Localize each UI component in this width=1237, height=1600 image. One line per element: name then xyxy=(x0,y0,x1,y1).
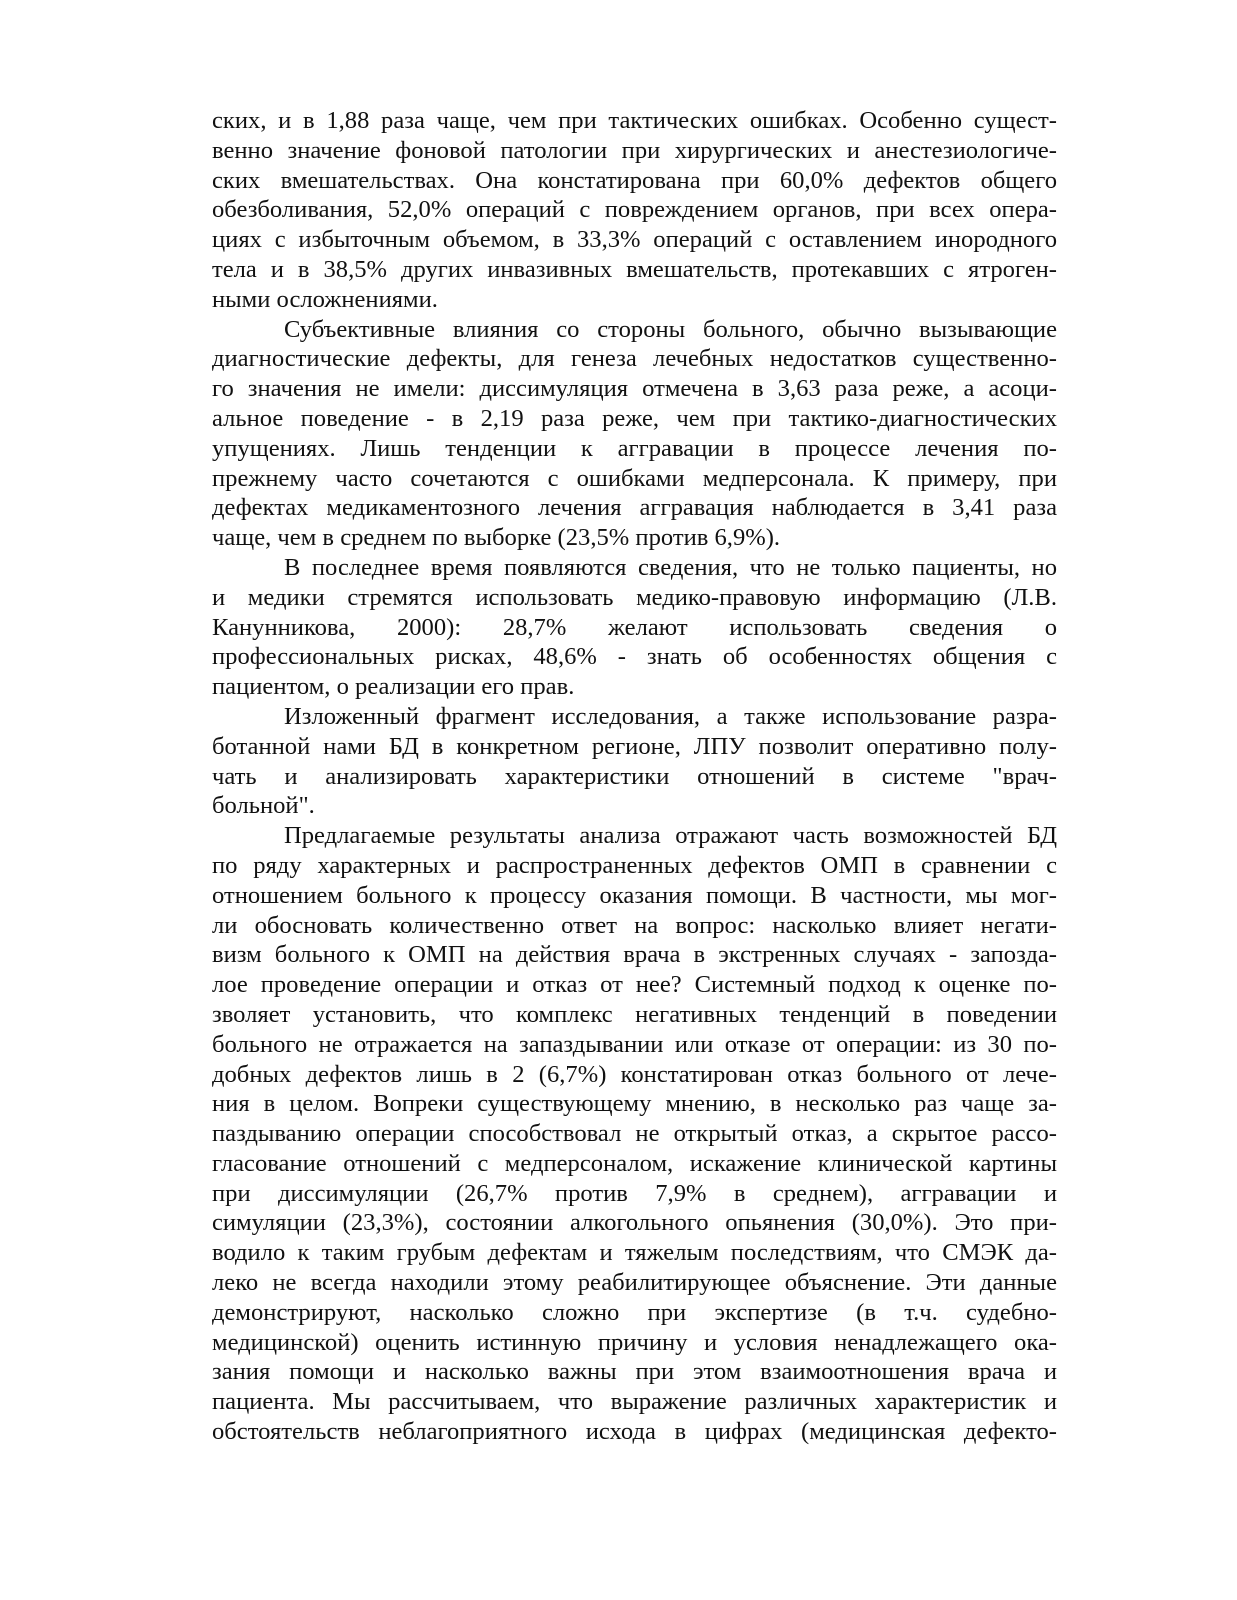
text-line: гласование отношений с медперсоналом, искажение клинической картины xyxy=(212,1149,1057,1177)
text-line: чаще, чем в среднем по выборке (23,5% против 6,9%). xyxy=(212,524,781,552)
text-line: симуляции (23,3%), состоянии алкогольного опьянения (30,0%). Это при- xyxy=(212,1209,1057,1237)
document-page xyxy=(212,106,1057,1447)
text-line: Предлагаемые результаты анализа отражают часть возможностей БД xyxy=(284,822,1057,850)
text-line: ния в целом. Вопреки существующему мнению, в несколько раз чаще за- xyxy=(212,1090,1057,1118)
text-line: зволяет установить, что комплекс негативных тенденций в поведении xyxy=(212,1000,1057,1028)
text-line: добных дефектов лишь в 2 (6,7%) констатирован отказ больного от лече- xyxy=(212,1060,1057,1088)
text-line: медицинской) оценить истинную причину и условия ненадлежащего ока- xyxy=(212,1328,1057,1356)
paragraph-1 xyxy=(212,106,1057,315)
text-line: пациентом, о реализации его прав. xyxy=(212,673,575,701)
text-line: лое проведение операции и отказ от нее? Системный подход к оценке по- xyxy=(212,971,1057,999)
text-line: прежнему часто сочетаются с ошибками медперсонала. К примеру, при xyxy=(212,464,1057,492)
paragraph-2 xyxy=(212,315,1057,553)
text-line: диагностические дефекты, для генеза лечебных недостатков существенно- xyxy=(212,345,1057,373)
text-line: ских, и в 1,88 раза чаще, чем при тактических ошибках. Особенно сущест- xyxy=(212,107,1057,134)
text-line: при диссимуляции (26,7% против 7,9% в среднем), аггравации и xyxy=(212,1179,1057,1207)
text-line: по ряду характерных и распространенных дефектов ОМП в сравнении с xyxy=(212,851,1057,879)
text-line: тела и в 38,5% других инвазивных вмешательств, протекавших с ятроген- xyxy=(212,255,1057,283)
paragraph-4 xyxy=(212,702,1057,821)
text-line: Изложенный фрагмент исследования, а также использование разра- xyxy=(284,702,1057,730)
text-line: чать и анализировать характеристики отношений в системе "врач- xyxy=(212,762,1057,790)
text-line: отношением больного к процессу оказания помощи. В частности, мы мог- xyxy=(212,881,1057,909)
text-line: паздыванию операции способствовал не открытый отказ, а скрытое рассо- xyxy=(212,1120,1057,1148)
text-line: ботанной нами БД в конкретном регионе, ЛПУ позволит оперативно полу- xyxy=(212,732,1057,760)
text-line: демонстрируют, насколько сложно при экспертизе (в т.ч. судебно- xyxy=(212,1298,1057,1326)
text-line: пациента. Мы рассчитываем, что выражение различных характеристик и xyxy=(212,1388,1057,1416)
text-line: леко не всегда находили этому реабилитирующее объяснение. Эти данные xyxy=(212,1269,1057,1297)
text-line: водило к таким грубым дефектам и тяжелым последствиям, что СМЭК да- xyxy=(212,1239,1057,1267)
text-line: ских вмешательствах. Она констатирована при 60,0% дефектов общего xyxy=(212,166,1057,194)
text-line: дефектах медикаментозного лечения аггравация наблюдается в 3,41 раза xyxy=(212,494,1057,522)
text-line: визм больного к ОМП на действия врача в экстренных случаях - запозда- xyxy=(212,941,1057,969)
text-line: альное поведение - в 2,19 раза реже, чем при тактико-диагностических xyxy=(212,404,1057,432)
text-line: го значения не имели: диссимуляция отмечена в 3,63 раза реже, а асоци- xyxy=(212,375,1057,403)
text-line: обезболивания, 52,0% операций с повреждением органов, при всех опера- xyxy=(212,196,1057,224)
text-line: обстоятельств неблагоприятного исхода в цифрах (медицинская дефекто- xyxy=(212,1418,1057,1446)
text-line: больного не отражается на запаздывании или отказе от операции: из 30 по- xyxy=(212,1030,1057,1058)
text-line: профессиональных рисках, 48,6% - знать об особенностях общения с xyxy=(212,643,1057,671)
text-line: ными осложнениями. xyxy=(212,285,438,313)
text-line: и медики стремятся использовать медико-правовую информацию (Л.В. xyxy=(212,583,1057,611)
text-line: ли обосновать количественно ответ на вопрос: насколько влияет негати- xyxy=(212,911,1057,939)
text-line: В последнее время появляются сведения, что не только пациенты, но xyxy=(284,553,1057,581)
text-line: упущениях. Лишь тенденции к аггравации в процессе лечения по- xyxy=(212,434,1057,462)
text-line: венно значение фоновой патологии при хирургических и анестезиологиче- xyxy=(212,136,1057,164)
text-line: Субъективные влияния со стороны больного, обычно вызывающие xyxy=(284,315,1057,343)
paragraph-5 xyxy=(212,821,1057,1447)
paragraph-3 xyxy=(212,553,1057,702)
text-line: зания помощи и насколько важны при этом взаимоотношения врача и xyxy=(212,1358,1057,1386)
text-line: циях с избыточным объемом, в 33,3% операций с оставлением инородного xyxy=(212,226,1057,254)
text-line: больной". xyxy=(212,792,315,820)
text-line: Канунникова, 2000): 28,7% желают использовать сведения о xyxy=(212,613,1057,641)
